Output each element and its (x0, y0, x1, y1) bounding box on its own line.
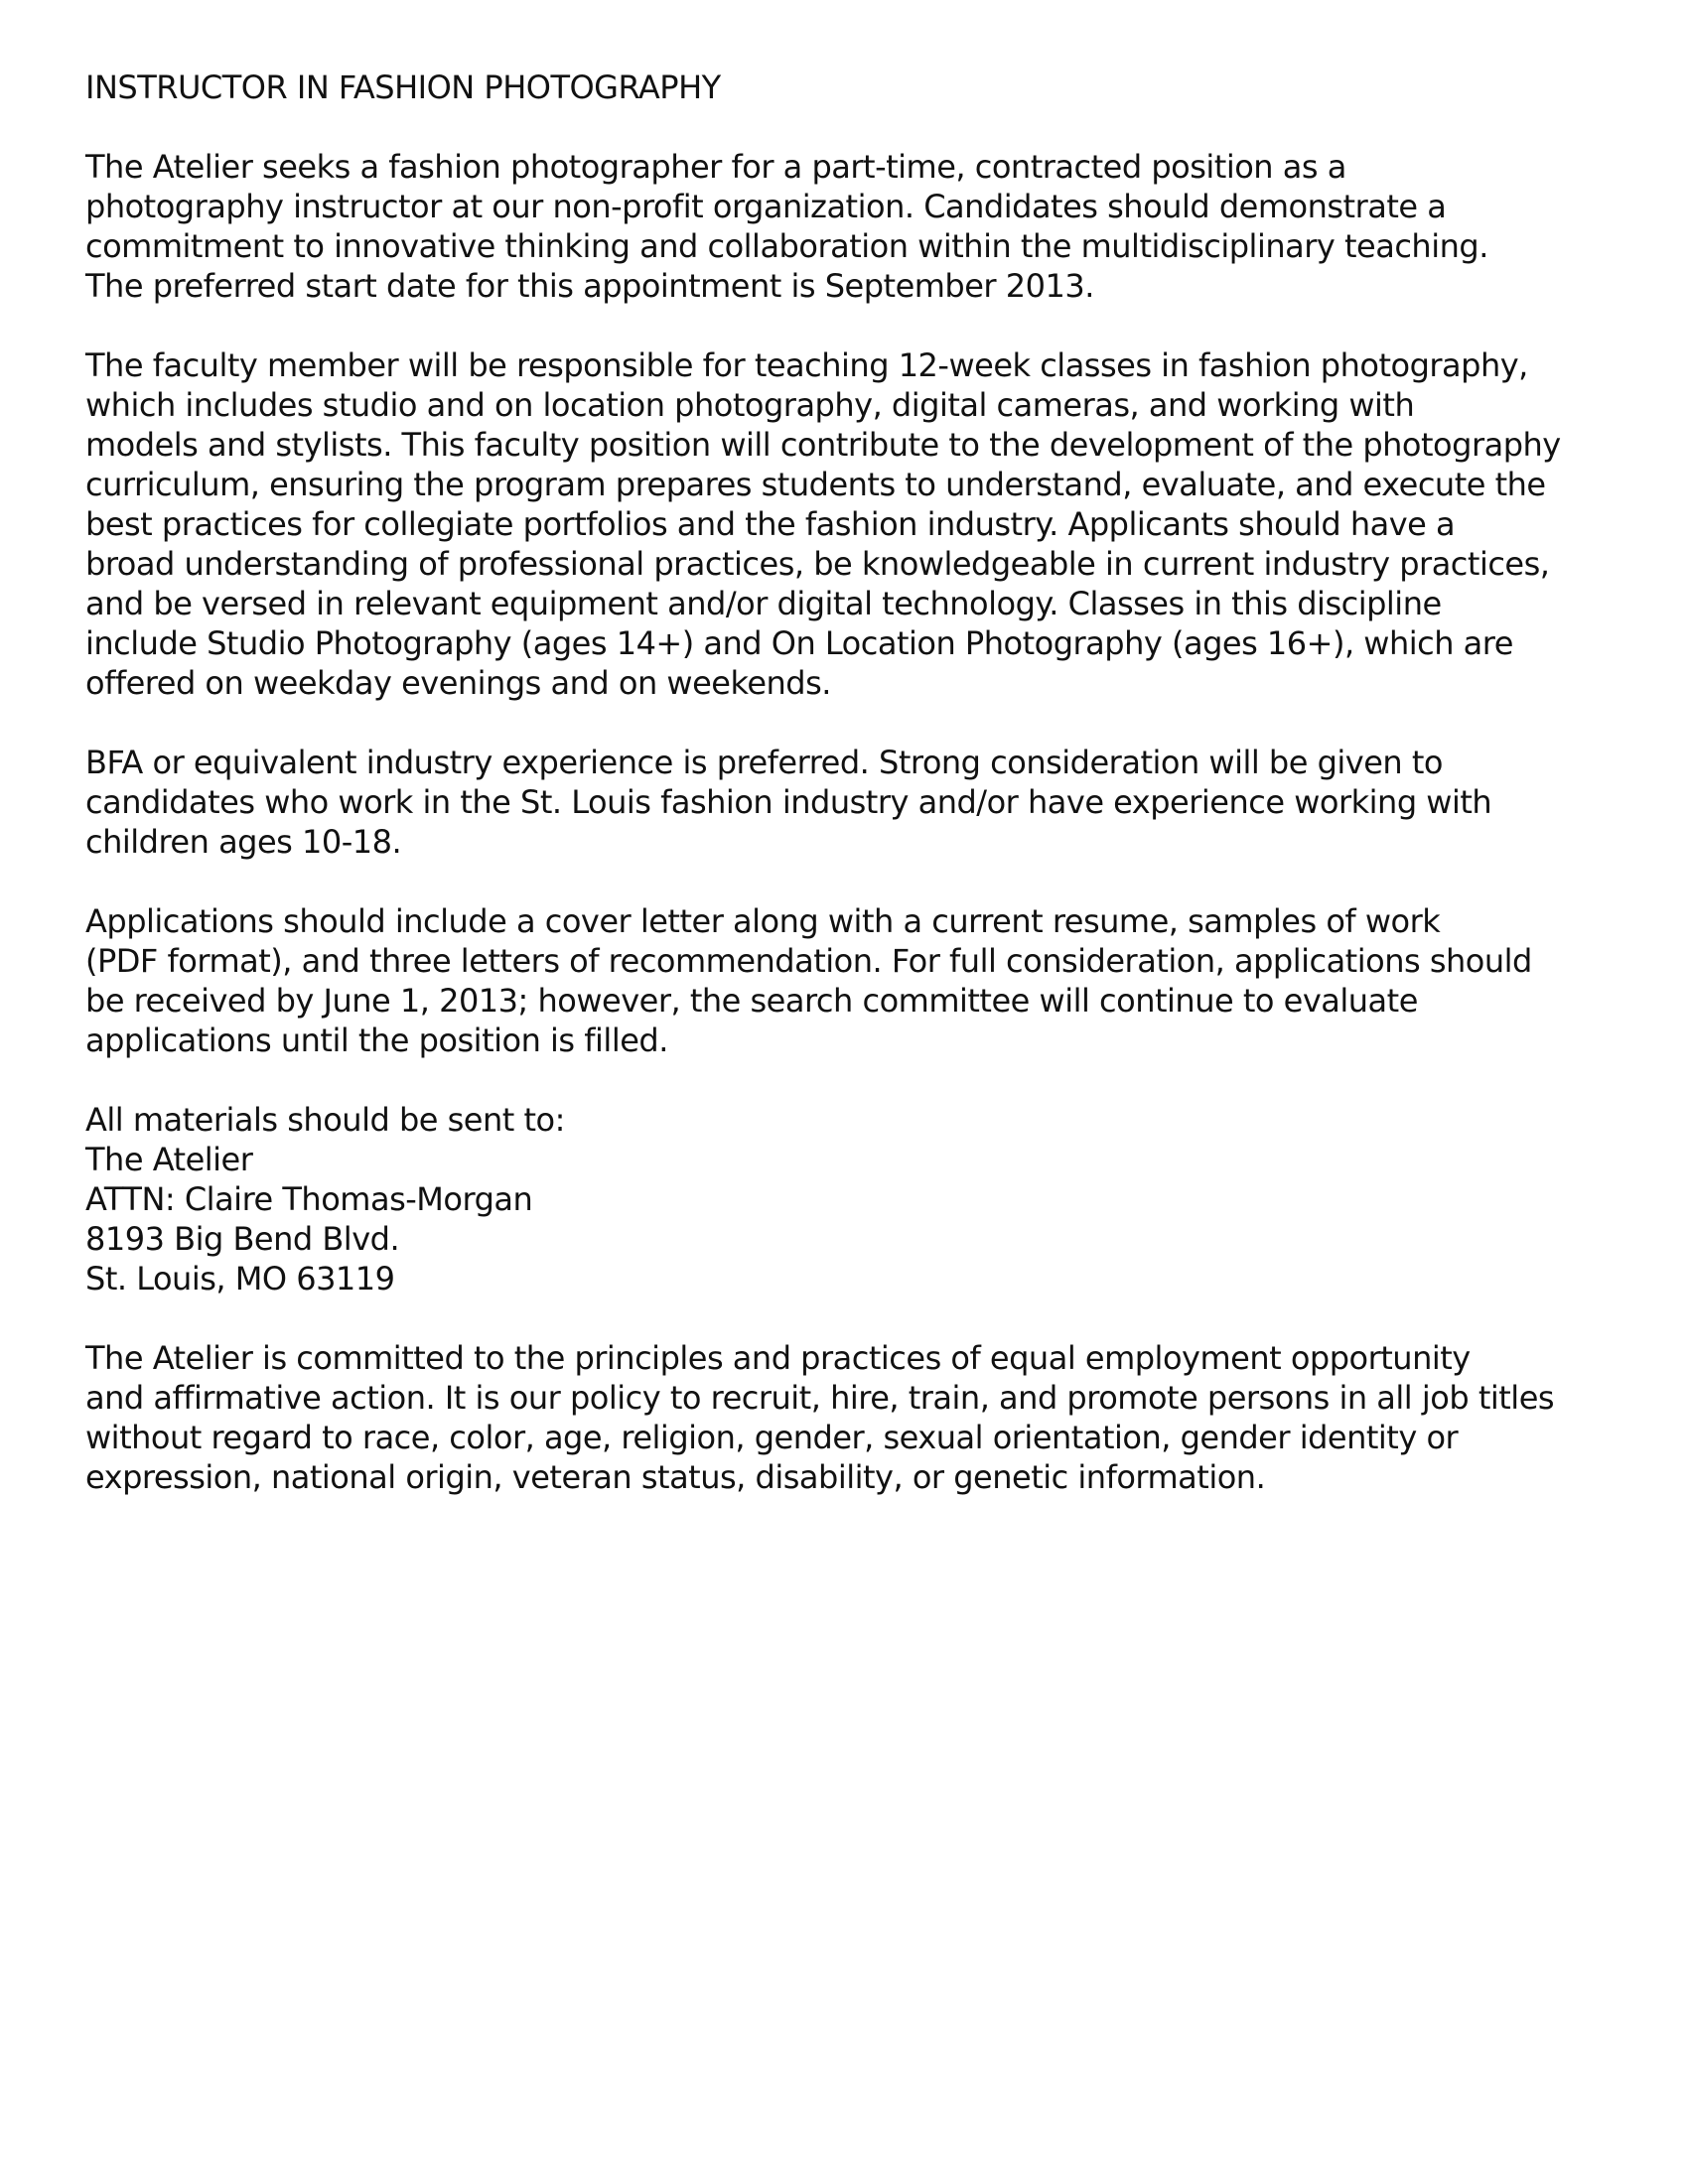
address-city-state-zip: St. Louis, MO 63119 (85, 1260, 395, 1297)
text-line: BFA or equivalent industry experience is preferred. Strong consideration will be given to (85, 744, 1443, 781)
paragraph-equal-opportunity (85, 1338, 1634, 1497)
text-line: applications until the position is filled. (85, 1022, 668, 1059)
text-line: candidates who work in the St. Louis fashion industry and/or have experience working with (85, 783, 1492, 821)
document-page (85, 68, 1634, 1537)
paragraph-qualifications (85, 743, 1634, 862)
text-line: (PDF format), and three letters of recommendation. For full consideration, applications should (85, 942, 1532, 980)
text-line: include Studio Photography (ages 14+) and On Location Photography (ages 16+), which are (85, 624, 1513, 662)
text-line: photography instructor at our non-profit organization. Candidates should demonstrate a (85, 188, 1447, 225)
paragraph-mailing-address (85, 1100, 1634, 1298)
text-line: curriculum, ensuring the program prepares students to understand, evaluate, and execute the (85, 466, 1546, 503)
text-line: without regard to race, color, age, religion, gender, sexual orientation, gender identity or (85, 1419, 1459, 1456)
text-line: best practices for collegiate portfolios and the fashion industry. Applicants should have a (85, 505, 1456, 543)
document-title: INSTRUCTOR IN FASHION PHOTOGRAPHY (85, 68, 721, 106)
text-line: broad understanding of professional practices, be knowledgeable in current industry practices, (85, 545, 1550, 583)
text-line: commitment to innovative thinking and collaboration within the multidisciplinary teaching. (85, 227, 1488, 265)
address-organization: The Atelier (85, 1141, 253, 1178)
text-line: The preferred start date for this appointment is September 2013. (85, 267, 1094, 305)
text-line: The faculty member will be responsible for teaching 12-week classes in fashion photography, (85, 346, 1528, 384)
text-line: All materials should be sent to: (85, 1101, 565, 1139)
text-line: models and stylists. This faculty position will contribute to the development of the photography (85, 426, 1561, 464)
paragraph-application-instructions (85, 901, 1634, 1060)
text-line: be received by June 1, 2013; however, the search committee will continue to evaluate (85, 982, 1418, 1020)
text-line: Applications should include a cover letter along with a current resume, samples of work (85, 902, 1441, 940)
text-line: and be versed in relevant equipment and/or digital technology. Classes in this discipline (85, 585, 1442, 622)
address-attention: ATTN: Claire Thomas-Morgan (85, 1180, 533, 1218)
text-line: The Atelier is committed to the principles and practices of equal employment opportunity (85, 1339, 1471, 1377)
text-line: children ages 10-18. (85, 823, 402, 861)
text-line: The Atelier seeks a fashion photographer for a part-time, contracted position as a (85, 148, 1346, 186)
text-line: which includes studio and on location photography, digital cameras, and working with (85, 386, 1415, 424)
address-street: 8193 Big Bend Blvd. (85, 1220, 400, 1258)
text-line: and affirmative action. It is our policy to recruit, hire, train, and promote persons in all job titles (85, 1379, 1555, 1417)
paragraph-position-overview (85, 147, 1634, 306)
paragraph-responsibilities (85, 345, 1634, 703)
text-line: expression, national origin, veteran status, disability, or genetic information. (85, 1458, 1266, 1496)
text-line: offered on weekday evenings and on weekends. (85, 664, 831, 702)
